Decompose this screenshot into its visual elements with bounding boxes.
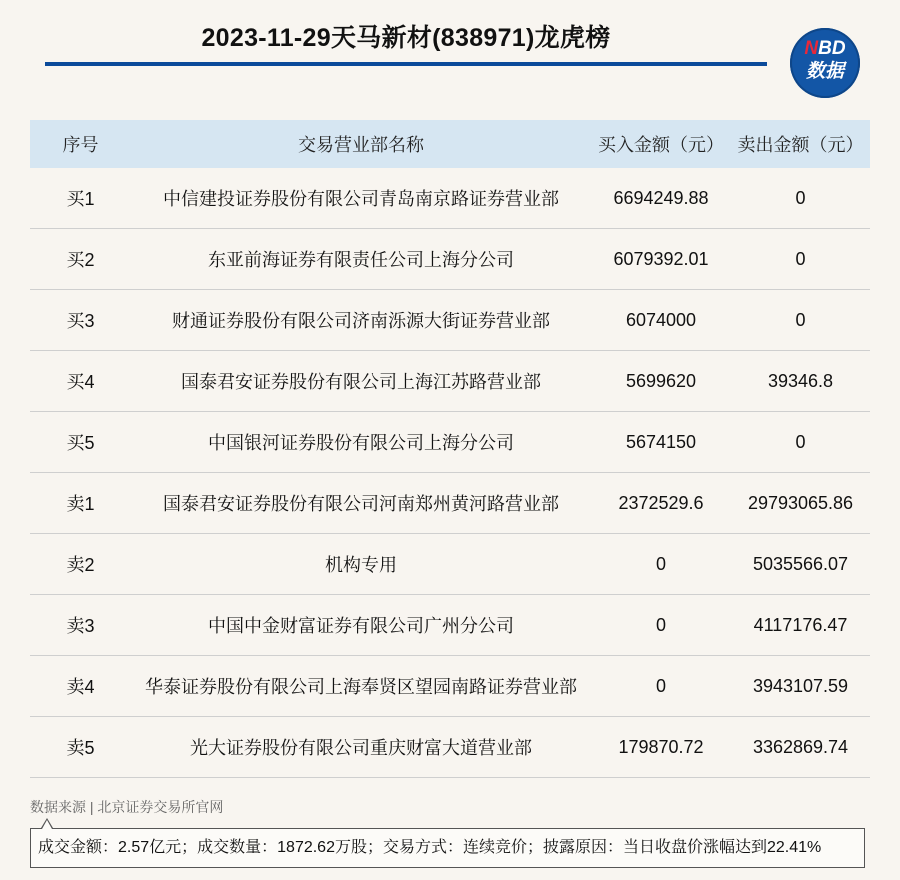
row-branch-name: 华泰证券股份有限公司上海奉贤区望园南路证券营业部 — [145, 677, 577, 697]
trade-summary-note: 成交金额：2.57亿元；成交数量：1872.62万股；交易方式：连续竞价；披露原因：当日收盘价涨幅达到22.41% — [30, 828, 865, 868]
row-sell-amount: 29793065.86 — [747, 492, 854, 513]
row-sell-amount: 3362869.74 — [752, 736, 849, 757]
row-sell-amount: 39346.8 — [767, 370, 834, 391]
row-branch-name: 国泰君安证券股份有限公司上海江苏路营业部 — [181, 372, 541, 392]
title-underline — [45, 62, 767, 66]
row-no: 买5 — [66, 433, 95, 453]
row-sell-amount: 0 — [795, 248, 806, 269]
table-header — [30, 120, 870, 168]
header-branch-name: 交易营业部名称 — [298, 135, 424, 155]
table-row — [30, 534, 870, 595]
row-buy-amount: 6694249.88 — [613, 187, 709, 208]
row-no: 买3 — [66, 311, 95, 331]
row-buy-amount: 0 — [655, 553, 666, 574]
row-buy-amount: 0 — [655, 614, 666, 635]
dragon-tiger-table — [30, 120, 870, 778]
row-sell-amount: 0 — [795, 431, 806, 452]
row-no: 买2 — [66, 250, 95, 270]
row-sell-amount: 4117176.47 — [753, 614, 848, 635]
row-branch-name: 东亚前海证券有限责任公司上海分公司 — [208, 250, 514, 270]
header-sell-amount: 卖出金额（元） — [737, 135, 864, 155]
logo-chinese: 数据 — [805, 61, 844, 82]
table-row — [30, 229, 870, 290]
table-row — [30, 412, 870, 473]
row-no: 卖4 — [66, 677, 95, 697]
row-branch-name: 国泰君安证券股份有限公司河南郑州黄河路营业部 — [163, 494, 559, 514]
header-no: 序号 — [62, 135, 99, 155]
row-buy-amount: 0 — [655, 675, 666, 696]
row-branch-name: 机构专用 — [325, 555, 397, 575]
row-buy-amount: 5699620 — [625, 370, 697, 391]
row-sell-amount: 0 — [795, 309, 806, 330]
row-sell-amount: 3943107.59 — [752, 675, 849, 696]
row-branch-name: 中信建投证券股份有限公司青岛南京路证券营业部 — [163, 189, 559, 209]
row-no: 卖2 — [66, 555, 95, 575]
row-buy-amount: 6074000 — [625, 309, 697, 330]
table-row — [30, 168, 870, 229]
logo-wordmark — [790, 39, 860, 59]
row-branch-name: 财通证券股份有限公司济南泺源大街证券营业部 — [172, 311, 550, 331]
row-no: 卖3 — [66, 616, 95, 636]
table-row — [30, 290, 870, 351]
row-branch-name: 中国银河证券股份有限公司上海分公司 — [208, 433, 514, 453]
row-no: 卖5 — [66, 738, 95, 758]
row-sell-amount: 5035566.07 — [752, 553, 849, 574]
row-buy-amount: 6079392.01 — [613, 248, 709, 269]
row-buy-amount: 2372529.6 — [618, 492, 704, 513]
nbd-logo — [790, 28, 860, 98]
logo-letter-n: N — [804, 38, 819, 59]
row-branch-name: 中国中金财富证券有限公司广州分公司 — [208, 616, 514, 636]
row-buy-amount: 179870.72 — [618, 736, 704, 757]
row-no: 买1 — [66, 189, 95, 209]
table-row — [30, 595, 870, 656]
row-branch-name: 光大证券股份有限公司重庆财富大道营业部 — [190, 738, 532, 758]
table-row — [30, 473, 870, 534]
row-sell-amount: 0 — [795, 187, 806, 208]
data-source: 数据来源 | 北京证券交易所官网 — [30, 799, 224, 815]
page-title: 2023-11-29天马新材(838971)龙虎榜 — [201, 24, 611, 52]
logo-letters-bd: BD — [818, 38, 846, 59]
table-row — [30, 351, 870, 412]
table-row — [30, 656, 870, 717]
row-no: 卖1 — [66, 494, 95, 514]
callout-pointer-fill — [42, 820, 52, 829]
row-buy-amount: 5674150 — [625, 431, 697, 452]
header-buy-amount: 买入金额（元） — [598, 135, 724, 155]
row-no: 买4 — [66, 372, 95, 392]
table-row — [30, 717, 870, 778]
